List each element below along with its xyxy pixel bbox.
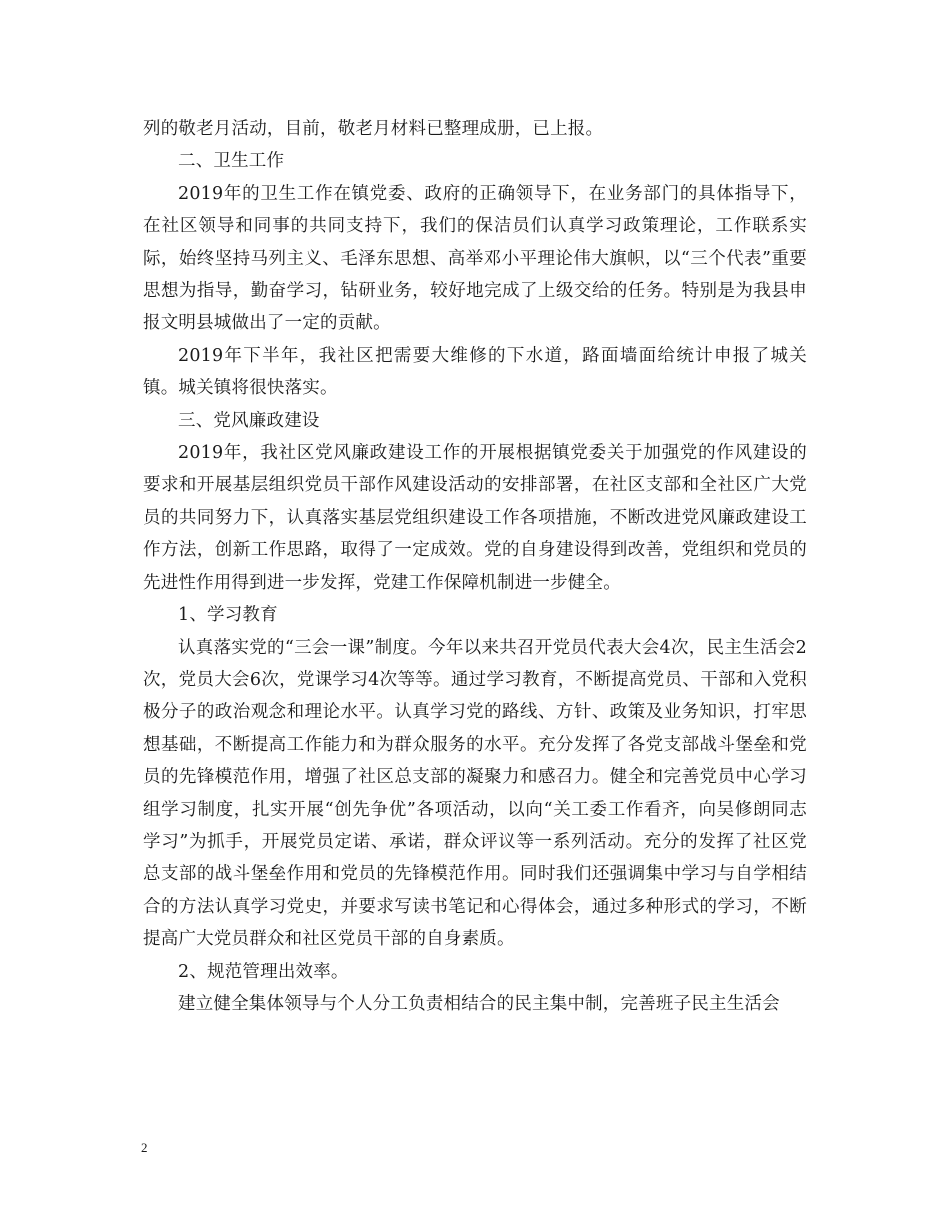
paragraph-study-education: 认真落实党的“三会一课”制度。今年以来共召开党员代表大会4次，民主生活会2次，党员大会6次，党课学习4次等等。通过学习教育，不断提高党员、干部和入党积极分子的政治观念和理论水平。认真学习党的路线、方针、政策及业务知识，打牢思想基础，不断提高工作能力和为群众服务的水平。充分发挥了各党支部战斗堡垒和党员的先锋模范作用，增强了社区总支部的凝聚力和感召力。健全和完善党员中心学习组学习制度，扎实开展“创先争优”各项活动，以向“关工委工作看齐，向吴修朗同志学习”为抓手，开展党员定诺、承诺，群众评议等一系列活动。充分的发挥了社区党总支部的战斗堡垒作用和党员的先锋模范作用。同时我们还强调集中学习与自学相结合的方法认真学习党史，并要求写读书笔记和心得体会，通过多种形式的学习，不断提高广大党员群众和社区党员干部的自身素质。: [143, 637, 807, 950]
subheading-management: 2、规范管理出效率。: [178, 961, 349, 982]
page-number: 2: [141, 1140, 148, 1155]
section-heading-hygiene: 二、卫生工作: [178, 151, 285, 172]
paragraph-hygiene-work: 2019年的卫生工作在镇党委、政府的正确领导下，在业务部门的具体指导下，在社区领导和同事的共同支持下，我们的保洁员们认真学习政策理论，工作联系实际，始终坚持马列主义、毛泽东思想、高举邓小平理论伟大旗帜，以“三个代表”重要思想为指导，勤奋学习，钻研业务，较好地完成了上级交给的任务。特别是为我县申报文明县城做出了一定的贡献。: [143, 183, 807, 334]
paragraph-management: 建立健全集体领导与个人分工负责相结合的民主集中制，完善班子民主生活会: [178, 993, 780, 1014]
paragraph-drainage: 2019年下半年，我社区把需要大维修的下水道，路面墙面给统计申报了城关镇。城关镇将很快落实。: [143, 345, 807, 399]
paragraph-continuation: 列的敬老月活动，目前，敬老月材料已整理成册，已上报。: [143, 119, 604, 139]
document-body: [143, 113, 807, 1020]
section-heading-party-integrity: 三、党风廉政建设: [178, 410, 320, 431]
subheading-study-education: 1、学习教育: [178, 605, 278, 626]
paragraph-party-integrity: 2019年，我社区党风廉政建设工作的开展根据镇党委关于加强党的作风建设的要求和开展基层组织党员干部作风建设活动的安排部署，在社区支部和全社区广大党员的共同努力下，认真落实基层党组织建设工作各项措施，不断改进党风廉政建设工作方法，创新工作思路，取得了一定成效。党的自身建设得到改善，党组织和党员的先进性作用得到进一步发挥，党建工作保障机制进一步健全。: [143, 443, 807, 593]
